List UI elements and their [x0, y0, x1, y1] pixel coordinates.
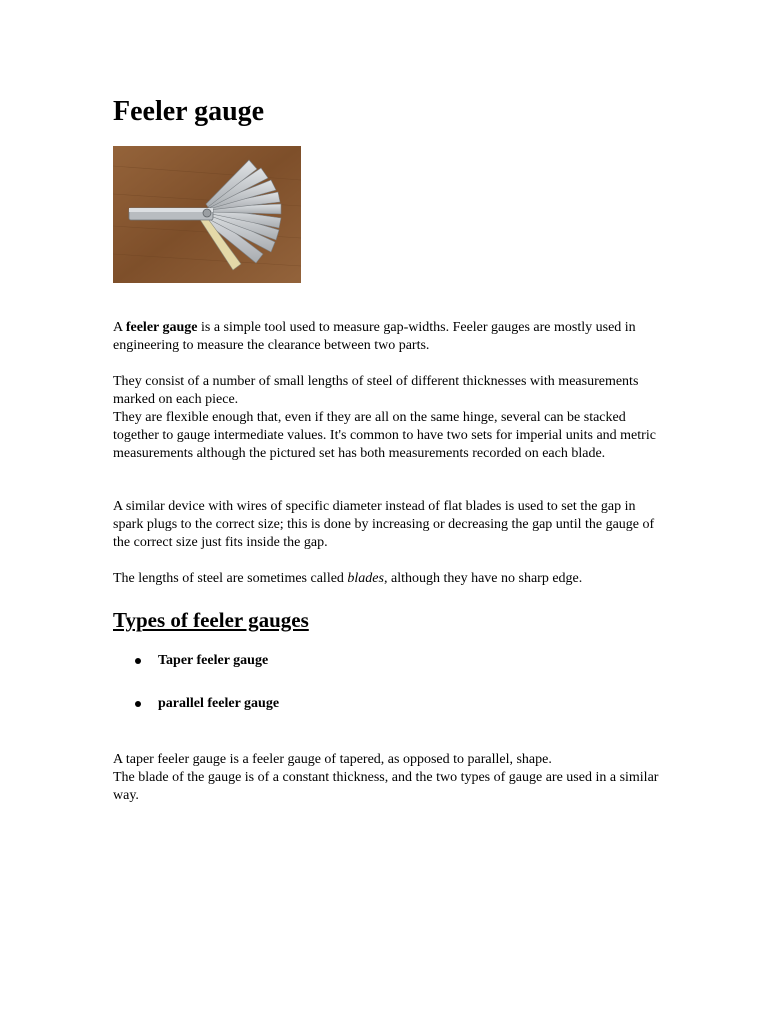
- intro-paragraph: [113, 319, 663, 355]
- feeler-gauge-term: feeler gauge: [125, 320, 198, 335]
- feeler-gauge-photo: [113, 146, 301, 283]
- taper-line-1: A taper feeler gauge is a feeler gauge of tapered, as opposed to parallel, shape.: [113, 752, 552, 767]
- bullet-icon: [135, 658, 141, 664]
- list-item-label: parallel feeler gauge: [158, 696, 280, 711]
- page-title: Feeler gauge: [113, 96, 265, 127]
- taper-paragraph: [113, 751, 663, 805]
- list-item-label: Taper feeler gauge: [158, 653, 269, 668]
- types-heading: Types of feeler gauges: [113, 608, 309, 632]
- taper-line-2: The blade of the gauge is of a constant thickness, and the two types of gauge are used in a similar way.: [113, 770, 659, 803]
- list-item: [113, 695, 279, 738]
- construction-paragraph: [113, 373, 663, 463]
- blades-term: blades: [347, 571, 384, 586]
- construction-line-2: They are flexible enough that, even if they are all on the same hinge, several can be stacked together to gauge intermediate values. It's common to have two sets for imperial units and metric measurements although the pictured set has both measurements recorded on each blade.: [113, 410, 656, 461]
- construction-line-1: They consist of a number of small lengths of steel of different thicknesses with measurements marked on each piece.: [113, 374, 639, 407]
- list-item: [113, 652, 279, 695]
- blades-text-end: , although they have no sharp edge.: [383, 571, 583, 586]
- bullet-icon: [135, 701, 141, 707]
- intro-text-end: is a simple tool used to measure gap-widths. Feeler gauges are mostly used in engineering to measure the clearance between two parts.: [113, 320, 636, 353]
- types-list: [113, 652, 279, 738]
- spark-plug-paragraph: A similar device with wires of specific diameter instead of flat blades is used to set the gap in spark plugs to the correct size; this is done by increasing or decreasing the gap until the gauge of the correct size just fits inside the gap.: [113, 499, 655, 550]
- blades-text-start: The lengths of steel are sometimes called: [113, 571, 348, 586]
- intro-text-start: A: [113, 320, 126, 335]
- blades-paragraph: [113, 570, 663, 588]
